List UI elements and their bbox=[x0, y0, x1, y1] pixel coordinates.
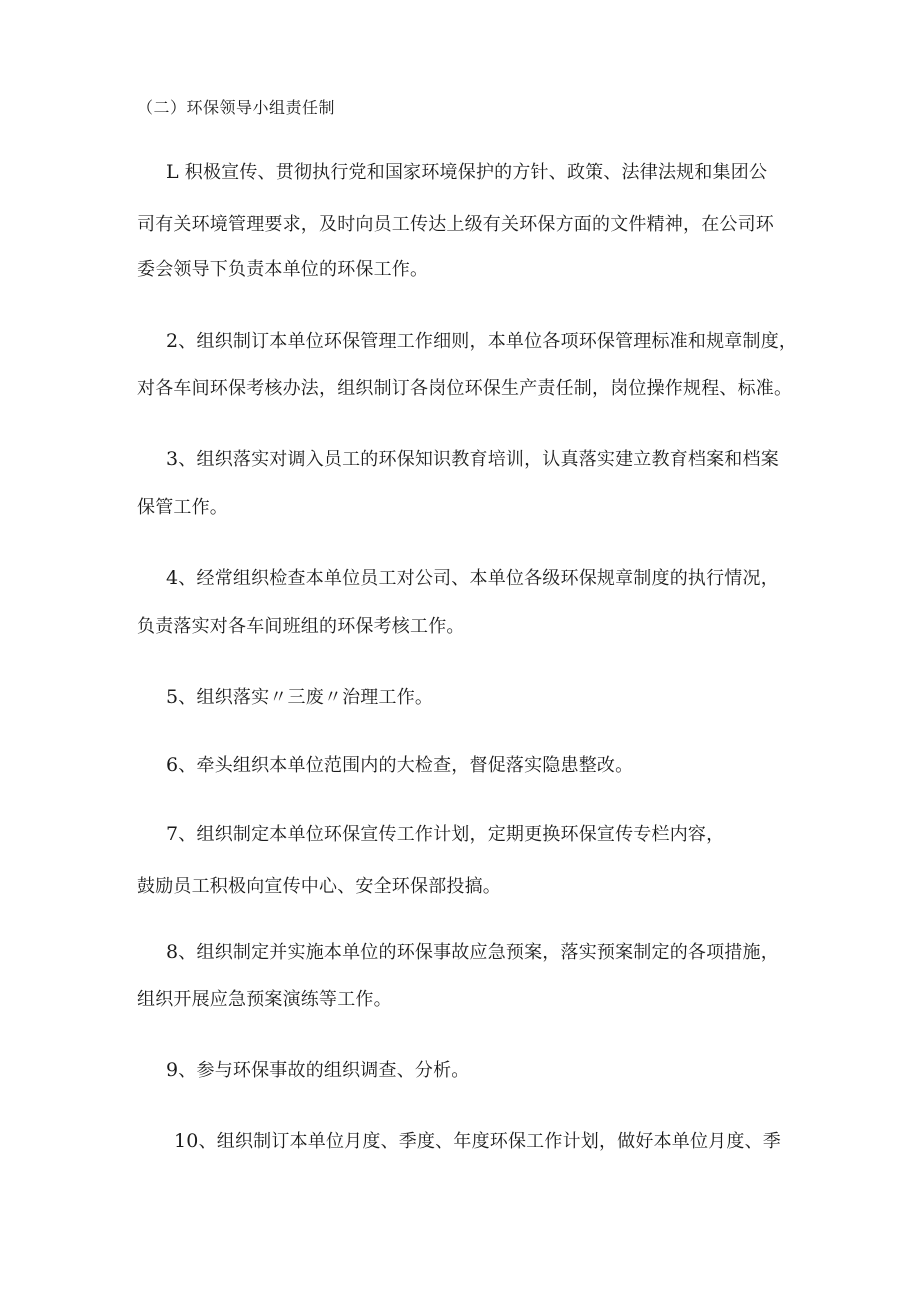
item-7-number: 7 bbox=[166, 823, 179, 845]
item-1-line-2: 司有关环境管理要求，及时向员工传达上级有关环保方面的文件精神，在公司环 bbox=[137, 214, 774, 235]
section-heading: （二）环保领导小组责任制 bbox=[137, 98, 336, 117]
item-10-line-1 bbox=[174, 1129, 781, 1154]
item-1-line-1 bbox=[166, 160, 767, 185]
item-9-text-1: 、参与环保事故的组织调查、分析。 bbox=[178, 1060, 470, 1081]
item-10-number: 10 bbox=[174, 1130, 199, 1152]
item-5-number: 5 bbox=[166, 686, 179, 708]
item-9-number: 9 bbox=[166, 1059, 179, 1081]
item-3-number: 3 bbox=[166, 448, 179, 470]
item-7-line-2: 鼓励员工积极向宣传中心、安全环保部投搞。 bbox=[137, 876, 501, 897]
item-9-line-1 bbox=[166, 1058, 470, 1083]
item-7-text-1: 、组织制定本单位环保宣传工作计划，定期更换环保宣传专栏内容， bbox=[178, 824, 725, 845]
item-8-number: 8 bbox=[166, 941, 179, 963]
item-4-line-1 bbox=[166, 566, 779, 591]
item-5-text-1: 、组织落实〃三废〃治理工作。 bbox=[178, 687, 434, 708]
item-8-line-1 bbox=[166, 940, 779, 965]
item-2-text-1: 、组织制订本单位环保管理工作细则，本单位各项环保管理标准和规章制度， bbox=[178, 331, 798, 352]
item-8-text-1: 、组织制定并实施本单位的环保事故应急预案，落实预案制定的各项措施， bbox=[178, 942, 779, 963]
item-6-text-1: 、牵头组织本单位范围内的大检查，督促落实隐患整改。 bbox=[178, 755, 634, 776]
item-3-line-2: 保管工作。 bbox=[137, 497, 228, 518]
item-2-line-2: 对各车间环保考核办法，组织制订各岗位环保生产责任制，岗位操作规程、标准。 bbox=[137, 378, 793, 399]
item-4-number: 4 bbox=[166, 567, 179, 589]
item-3-text-1: 、组织落实对调入员工的环保知识教育培训，认真落实建立教育档案和档案 bbox=[178, 449, 779, 470]
item-3-line-1 bbox=[166, 447, 779, 472]
item-4-text-1: 、经常组织检查本单位员工对公司、本单位各级环保规章制度的执行情况， bbox=[178, 568, 779, 589]
item-2-number: 2 bbox=[166, 330, 179, 352]
item-4-line-2: 负责落实对各车间班组的环保考核工作。 bbox=[137, 616, 465, 637]
item-6-line-1 bbox=[166, 753, 633, 778]
item-8-line-2: 组织开展应急预案演练等工作。 bbox=[137, 989, 392, 1010]
item-5-line-1 bbox=[166, 685, 433, 710]
item-1-number: L bbox=[166, 161, 179, 183]
item-6-number: 6 bbox=[166, 754, 179, 776]
item-1-text-1: 积极宣传、贯彻执行党和国家环境保护的方针、政策、法律法规和集团公 bbox=[184, 162, 768, 183]
item-1-line-3: 委会领导下负责本单位的环保工作。 bbox=[137, 259, 429, 280]
item-7-line-1 bbox=[166, 822, 724, 847]
item-10-text-1: 、组织制订本单位月度、季度、年度环保工作计划，做好本单位月度、季 bbox=[198, 1131, 781, 1152]
item-2-line-1 bbox=[166, 329, 797, 354]
